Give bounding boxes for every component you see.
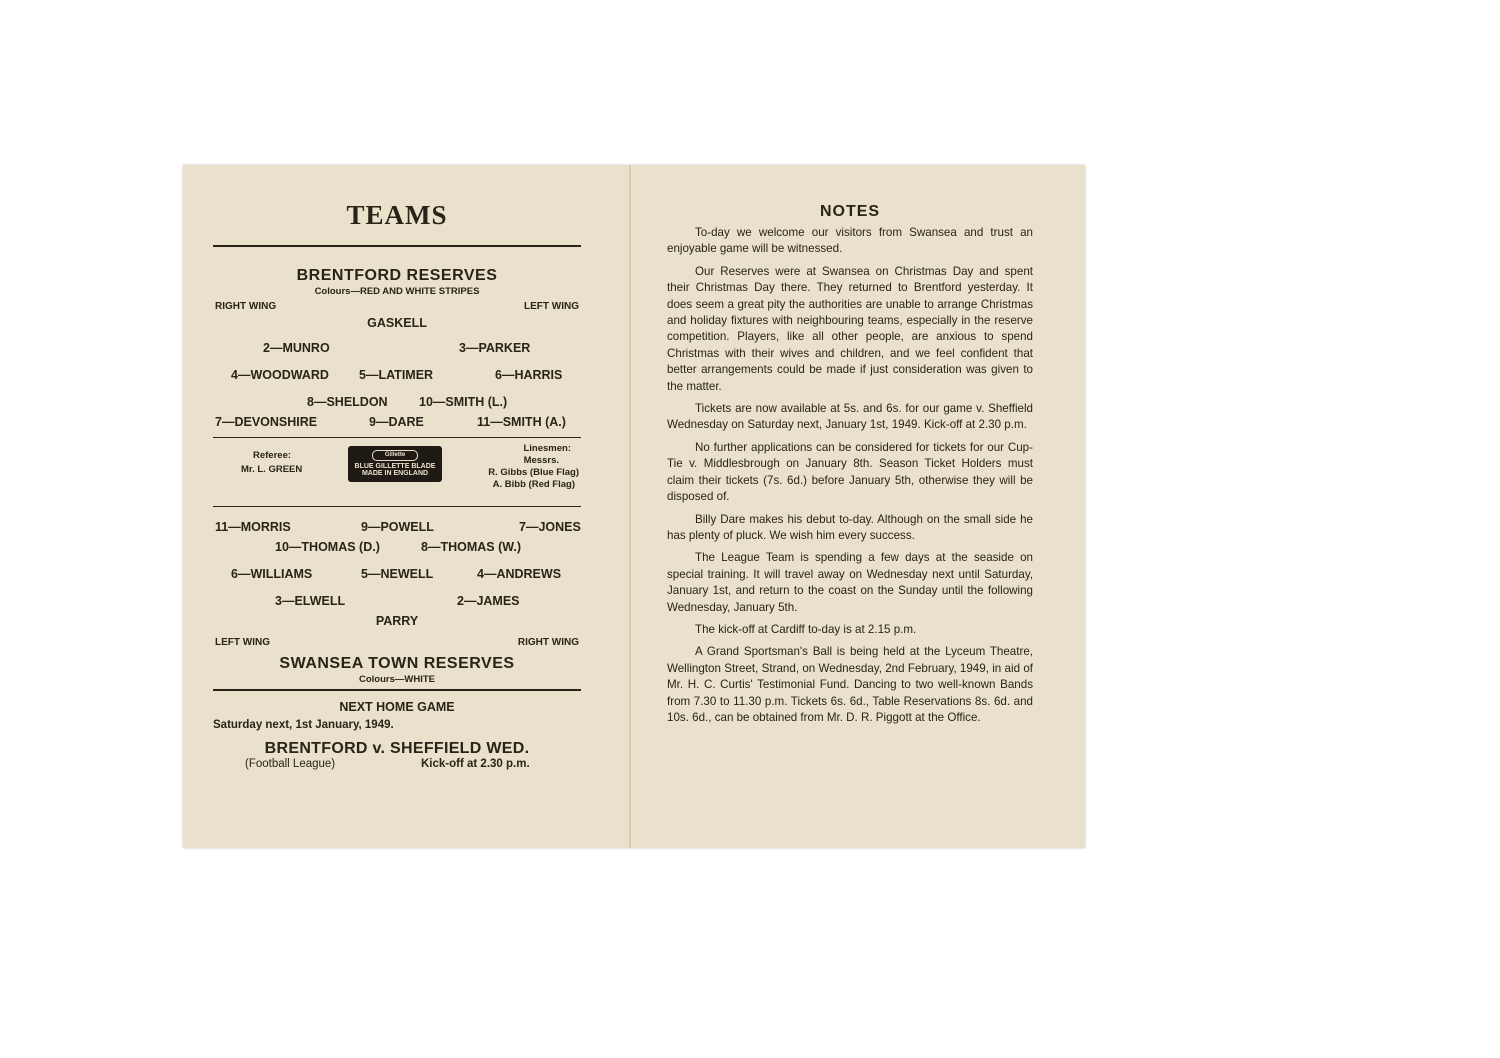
home-team-name: BRENTFORD RESERVES (296, 267, 498, 284)
away-goalkeeper: PARRY (375, 614, 419, 628)
away-player-7: 7—JONES (519, 520, 581, 534)
away-player-5: 5—NEWELL (361, 567, 434, 581)
home-right-wing-label: RIGHT WING (215, 301, 277, 312)
gillette-logo: Gillette (372, 450, 418, 461)
away-player-9: 9—POWELL (361, 520, 434, 534)
referee-label: Referee: (253, 450, 292, 461)
notes-paragraph: To-day we welcome our visitors from Swansea and trust an enjoyable game will be witnessed. (667, 226, 1033, 256)
away-player-4: 4—ANDREWS (477, 567, 562, 581)
away-inside-forwards-row (213, 540, 581, 567)
referee-name: Mr. L. GREEN (241, 464, 303, 475)
home-player-6: 6—HARRIS (495, 368, 563, 382)
home-player-4: 4—WOODWARD (231, 368, 329, 382)
home-wings-row (213, 297, 581, 315)
linesmen-label: Linesmen: (523, 443, 571, 454)
linesmen-messrs: Messrs. (523, 455, 559, 466)
notes-paragraph: The League Team is spending a few days at the seaside on special training. It will travel away on Wednesday next until Saturday, January 1st, and return to the coast on the Sunday until the following Wednesday, January 5th. (667, 551, 1033, 614)
blade-line-1: BLUE GILLETTE BLADE (354, 463, 436, 470)
notes-paragraph: A Grand Sportsman's Ball is being held at the Lyceum Theatre, Wellington Street, Strand, on Wednesday, 2nd February, 1949, in aid of Mr. H. C. Curtis' Testimonial Fund. Dancing to two well-known Bands from 7.30 to 11.30 p.m. Tickets 6s. 6d., Table Reservations 8s. 6d. and 10s. 6d., can be obtained from Mr. D. R. Piggott at the Office. (667, 645, 1033, 724)
gillette-blade-advert (348, 446, 442, 482)
divider (213, 506, 581, 507)
next-game-fixture: BRENTFORD v. SHEFFIELD WED. (264, 740, 530, 757)
home-backs-row (213, 341, 581, 368)
home-player-3: 3—PARKER (459, 341, 531, 355)
programme-sheet (183, 165, 1085, 848)
linesman-2: A. Bibb (Red Flag) (492, 479, 575, 490)
home-goalkeeper: GASKELL (367, 316, 427, 330)
away-player-2: 2—JAMES (457, 594, 520, 608)
officials-block (213, 438, 581, 496)
away-player-6: 6—WILLIAMS (231, 567, 313, 581)
home-team-colours: Colours—RED AND WHITE STRIPES (314, 286, 480, 297)
home-player-11: 11—SMITH (A.) (477, 415, 566, 429)
divider (213, 689, 581, 691)
away-team-name: SWANSEA TOWN RESERVES (279, 655, 515, 672)
away-forwards-row (213, 520, 581, 540)
notes-page (667, 203, 1033, 732)
next-game-details-row (213, 758, 581, 776)
away-halfbacks-row (213, 567, 581, 594)
home-player-5: 5—LATIMER (359, 368, 434, 382)
notes-paragraph: The kick-off at Cardiff to-day is at 2.15 p.m. (695, 622, 917, 636)
away-backs-row (213, 594, 581, 614)
notes-paragraph: Billy Dare makes his debut to-day. Although on the small side he has plenty of pluck. We wish him every success. (667, 512, 1033, 542)
notes-paragraph: Our Reserves were at Swansea on Christmas Day and spent their Christmas Day there. They returned to Brentford yesterday. It does seem a great pity the authorities are unable to arrange Christmas and holiday fixtures with neighbouring teams, especially in the reserve competition. Players, like all other people, are anxious to spend Christmas with their wives and children, and we feel confident that better arrangements could be made if just consideration was given to the matter. (667, 264, 1033, 393)
away-player-11: 11—MORRIS (215, 520, 291, 534)
home-player-9: 9—DARE (369, 415, 424, 429)
notes-paragraph: No further applications can be considered for tickets for our Cup-Tie v. Middlesbrough on January 8th. Season Ticket Holders must claim their tickets (7s. 6d.) before January 5th, otherwise they will be disposed of. (667, 440, 1033, 504)
home-forwards-row (213, 415, 581, 437)
home-player-7: 7—DEVONSHIRE (215, 415, 318, 429)
away-player-8: 8—THOMAS (W.) (421, 540, 521, 554)
away-left-wing-label: LEFT WING (215, 637, 270, 648)
notes-paragraph: Tickets are now available at 5s. and 6s. for our game v. Sheffield Wednesday on Saturday next, January 1st, 1949. Kick-off at 2.30 p.m. (667, 402, 1033, 432)
home-player-2: 2—MUNRO (263, 341, 330, 355)
home-player-10: 10—SMITH (L.) (419, 395, 508, 409)
blade-line-2: MADE IN ENGLAND (361, 470, 429, 477)
home-left-wing-label: LEFT WING (524, 301, 579, 312)
teams-page (213, 197, 581, 776)
notes-title: NOTES (819, 203, 881, 220)
away-goalkeeper-row (213, 614, 581, 634)
next-game-date: Saturday next, 1st January, 1949. (213, 719, 394, 731)
page-fold (629, 165, 631, 848)
away-right-wing-label: RIGHT WING (517, 637, 579, 648)
next-home-game-title: NEXT HOME GAME (339, 700, 455, 714)
away-player-3: 3—ELWELL (275, 594, 346, 608)
next-game-kickoff: Kick-off at 2.30 p.m. (421, 758, 530, 770)
next-game-competition: (Football League) (245, 758, 336, 770)
teams-title: TEAMS (346, 200, 448, 230)
away-player-10: 10—THOMAS (D.) (275, 540, 380, 554)
home-goalkeeper-row (213, 315, 581, 341)
away-wings-row (213, 634, 581, 654)
home-inside-forwards-row (213, 395, 581, 415)
home-halfbacks-row (213, 368, 581, 395)
home-player-8: 8—SHELDON (307, 395, 388, 409)
away-team-colours: Colours—WHITE (359, 674, 435, 685)
linesman-1: R. Gibbs (Blue Flag) (488, 467, 579, 478)
divider (213, 245, 581, 247)
